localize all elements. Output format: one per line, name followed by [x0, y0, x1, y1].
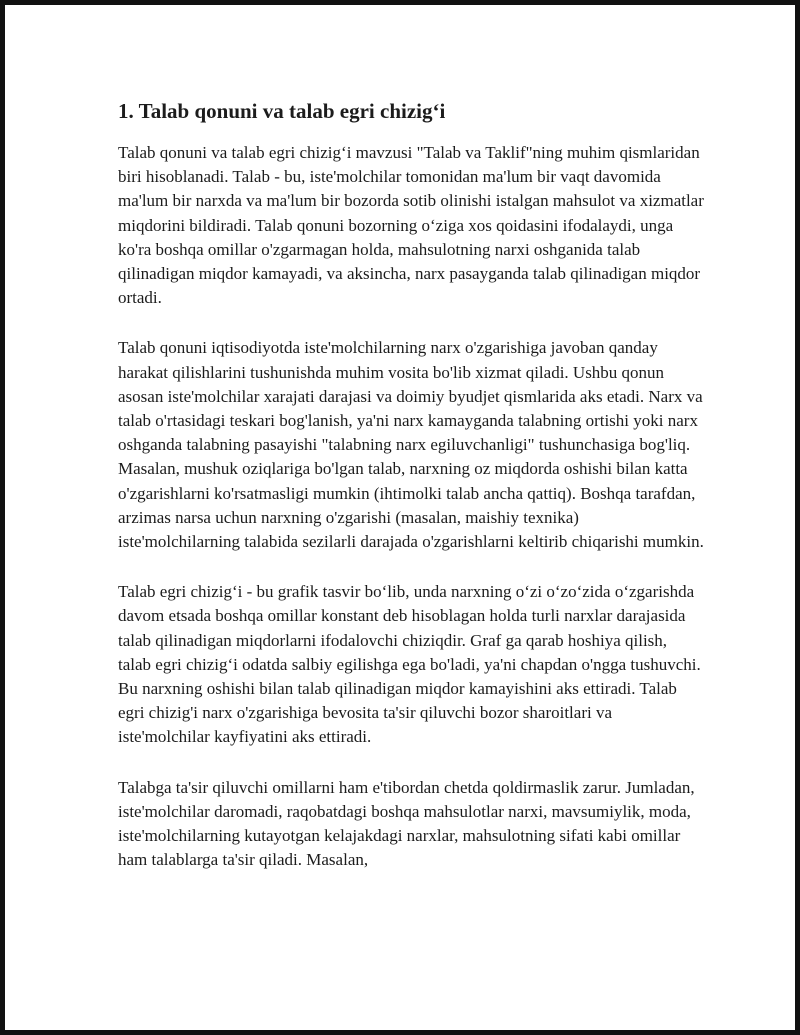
paragraph-3: Talab egri chizig‘i - bu grafik tasvir bo‘lib, unda narxning o‘zi o‘zo‘zida o‘zgarishda davom etsada boshqa omillar konstant deb hisoblagan holda turli narxlar darajasida talab qilinadigan miqdorlarni ifodalovchi chiziqdir. Graf ga qarab hoshiya qilish, talab egri chizig‘i odatda salbiy egilishga ega bo'ladi, ya'ni chapdan o'ngga tushuvchi. Bu narxning oshishi bilan talab qilinadigan miqdor kamayishini aks ettiradi. Talab egri chizig'i narx o'zgarishiga bevosita ta'sir qiluvchi bozor sharoitlari va iste'molchilar kayfiyatini aks ettiradi. — [118, 582, 701, 747]
paragraph-1: Talab qonuni va talab egri chizig‘i mavzusi "Talab va Taklif"ning muhim qismlaridan biri hisoblanadi. Talab - bu, iste'molchilar tomonidan ma'lum bir vaqt davomida ma'lum bir narxda va ma'lum bir bozorda sotib olinishi istalgan mahsulot va xizmatlar miqdorini bildiradi. Talab qonuni bozorning o‘ziga xos qoidasini ifodalaydi, unga ko'ra boshqa omillar o'zgarmagan holda, mahsulotning narxi oshganida talab qilinadigan miqdor kamayadi, va aksincha, narx pasayganda talab qilinadigan miqdor ortadi. — [118, 143, 704, 308]
document-body — [118, 95, 704, 898]
paragraph-2: Talab qonuni iqtisodiyotda iste'molchilarning narx o'zgarishiga javoban qanday harakat qilishlarini tushunishda muhim vosita bo'lib xizmat qiladi. Ushbu qonun asosan iste'molchilar xarajati darajasi va doimiy byudjet qismlarida aks etadi. Narx va talab o'rtasidagi teskari bog'lanish, ya'ni narx kamayganda talabning ortishi yoki narx oshganda talabning pasayishi "talabning narx egiluvchanligi" tushunchasiga bog'liq. Masalan, mushuk oziqlariga bo'lgan talab, narxning oz miqdorda oshishi bilan katta o'zgarishlarni ko'rsatmasligi mumkin (ihtimolki talab ancha qattiq). Boshqa tarafdan, arzimas narsa uchun narxning o'zgarishi (masalan, maishiy texnika) iste'molchilarning talabida sezilarli darajada o'zgarishlarni keltirib chiqarishi mumkin. — [118, 338, 704, 552]
paragraph-4: Talabga ta'sir qiluvchi omillarni ham e'tibordan chetda qoldirmaslik zarur. Jumladan, iste'molchilar daromadi, raqobatdagi boshqa mahsulotlar narxi, mavsumiylik, moda, iste'molchilarning kutayotgan kelajakdagi narxlar, mahsulotning sifati kabi omillar ham talablarga ta'sir qiladi. Masalan, — [118, 777, 695, 870]
document-title: 1. Talab qonuni va talab egri chizig‘i — [118, 99, 446, 123]
